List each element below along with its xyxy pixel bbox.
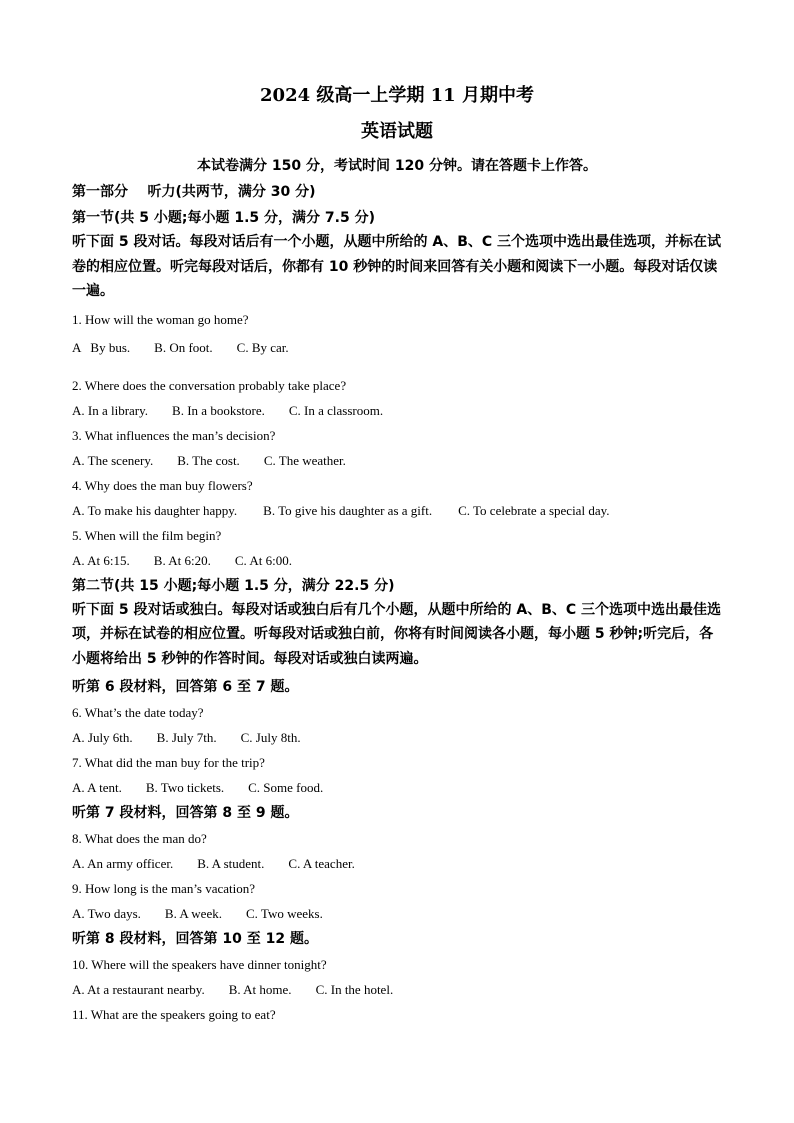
options-7 xyxy=(72,779,722,797)
question-1: 1. How will the woman go home? xyxy=(72,311,249,327)
option-a: A By bus. xyxy=(72,339,131,355)
option-b: B. Two tickets. xyxy=(145,780,225,795)
option-c: C. The weather. xyxy=(263,452,346,468)
option-b: B. A week. xyxy=(164,906,222,921)
question-2: 2. Where does the conversation probably take place? xyxy=(72,377,347,393)
option-a: A. At a restaurant nearby. xyxy=(72,982,205,997)
option-b: B. At home. xyxy=(228,982,292,997)
option-b: B. The cost. xyxy=(177,452,240,468)
question-4: 4. Why does the man buy flowers? xyxy=(72,477,253,493)
question-8: 8. What does the man do? xyxy=(72,831,207,846)
option-c: C. By car. xyxy=(236,339,289,355)
options-8 xyxy=(72,855,722,873)
exam-intro: 本试卷满分 150 分，考试时间 120 分钟。请在答题卡上作答。 xyxy=(197,158,597,174)
option-c: C. In the hotel. xyxy=(315,982,394,997)
options-5 xyxy=(72,552,722,570)
option-c: C. Two weeks. xyxy=(245,906,323,921)
question-5: 5. When will the film begin? xyxy=(72,527,222,543)
question-7: 7. What did the man buy for the trip? xyxy=(72,755,265,770)
option-b: B. In a bookstore. xyxy=(172,402,265,418)
option-c: C. A teacher. xyxy=(288,856,355,871)
question-11: 11. What are the speakers going to eat? xyxy=(72,1007,276,1022)
options-2 xyxy=(72,402,722,420)
options-4 xyxy=(72,502,722,520)
section2-instructions: 听下面 5 段对话或独白。每段对话或独白后有几个小题，从题中所给的 A、B、C 三个选项中选出最佳选项，并标在试卷的相应位置。听每段对话或独白前，你将有时间阅读各小题，每小题 5 秒钟;听完后，各小题将给出 5 秒钟的作答时间。每段对话或独白读两遍。 xyxy=(72,601,722,667)
option-c: C. In a classroom. xyxy=(288,402,384,418)
option-a: A. In a library. xyxy=(72,402,149,418)
option-a: A. July 6th. xyxy=(72,730,133,745)
section1-heading: 第一节(共 5 小题;每小题 1.5 分，满分 7.5 分) xyxy=(72,210,375,226)
options-3 xyxy=(72,452,722,470)
question-3: 3. What influences the man’s decision? xyxy=(72,427,276,443)
option-a: A. Two days. xyxy=(72,906,141,921)
material-6-heading: 听第 6 段材料，回答第 6 至 7 题。 xyxy=(72,679,299,695)
part1-heading: 第一部分 听力(共两节，满分 30 分) xyxy=(72,184,316,200)
option-a: A. To make his daughter happy. xyxy=(72,502,238,518)
exam-subtitle: 英语试题 xyxy=(361,121,433,142)
options-10 xyxy=(72,981,722,999)
question-10: 10. Where will the speakers have dinner tonight? xyxy=(72,957,327,972)
option-c: C. At 6:00. xyxy=(234,552,292,568)
options-1 xyxy=(72,339,722,357)
option-a: A. The scenery. xyxy=(72,452,154,468)
section2-heading: 第二节(共 15 小题;每小题 1.5 分，满分 22.5 分) xyxy=(72,577,395,594)
option-c: C. July 8th. xyxy=(240,730,301,745)
section1-instructions: 听下面 5 段对话。每段对话后有一个小题，从题中所给的 A、B、C 三个选项中选出最佳选项，并标在试卷的相应位置。听完每段对话后，你都有 10 秒钟的时间来回答有关小题和阅读下一小题。每段对话仅读一遍。 xyxy=(72,234,722,299)
exam-title: 2024 级高一上学期 11 月期中考 xyxy=(260,85,534,106)
options-6 xyxy=(72,729,722,747)
material-7-heading: 听第 7 段材料，回答第 8 至 9 题。 xyxy=(72,805,299,821)
option-b: B. July 7th. xyxy=(156,730,217,745)
option-a: A. A tent. xyxy=(72,780,122,795)
question-9: 9. How long is the man’s vacation? xyxy=(72,881,256,896)
option-b: B. A student. xyxy=(197,856,265,871)
option-a: A. An army officer. xyxy=(72,856,174,871)
question-6: 6. What’s the date today? xyxy=(72,705,204,720)
option-b: B. At 6:20. xyxy=(153,552,211,568)
option-c: C. Some food. xyxy=(248,780,324,795)
material-8-heading: 听第 8 段材料，回答第 10 至 12 题。 xyxy=(72,931,318,947)
option-c: C. To celebrate a special day. xyxy=(458,502,610,518)
option-b: B. To give his daughter as a gift. xyxy=(263,502,433,518)
option-b: B. On foot. xyxy=(154,339,213,355)
options-9 xyxy=(72,905,722,923)
option-a: A. At 6:15. xyxy=(72,552,130,568)
